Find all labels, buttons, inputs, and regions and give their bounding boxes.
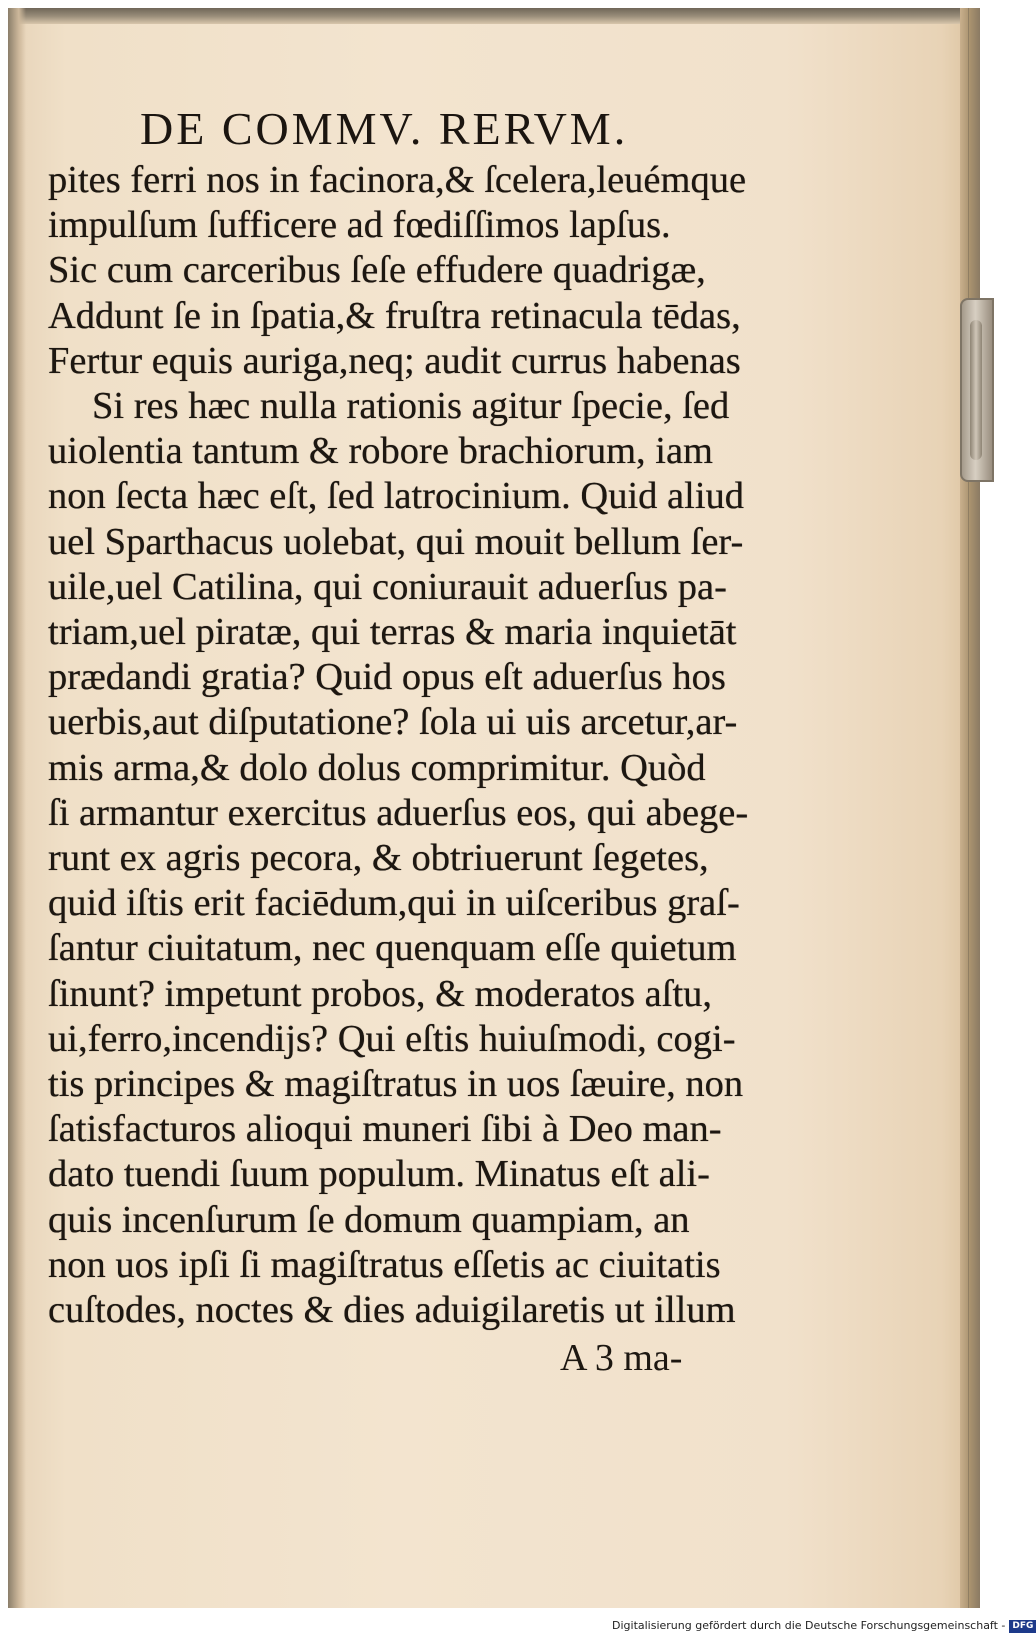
text-line: Si res hæc nulla rationis agitur ſpecie, ſed (92, 385, 730, 427)
text-line: ſinunt? impetunt probos, & moderatos aſtu, (48, 972, 713, 1015)
text-line: Sic cum carceribus ſeſe effudere quadrigæ, (48, 249, 706, 292)
text-line: Addunt ſe in ſpatia,& fruſtra retinacula tēdas, (48, 294, 741, 337)
text-line: quid iſtis erit faciēdum,qui in uiſceribus graſ- (48, 882, 740, 925)
page-fore-edge-lines (968, 8, 971, 1608)
text-line: dato tuendi ſuum populum. Minatus eſt ali- (48, 1153, 710, 1196)
text-line: ſantur ciuitatum, nec quenquam eſſe quietum (48, 927, 737, 970)
text-line: uiolentia tantum & robore brachiorum, iam (48, 430, 714, 473)
page-spine-shadow (8, 8, 26, 1608)
text-line: non uos ipſi ſi magiſtratus eſſetis ac ciuitatis (48, 1243, 721, 1286)
text-line: uile,uel Catilina, qui coniurauit aduerſus pa- (48, 565, 727, 608)
text-line: mis arma,& dolo dolus comprimitur. Quòd (48, 746, 706, 789)
text-line: prædandi gratia? Quid opus eſt aduerſus hos (48, 656, 726, 699)
text-line: uerbis,aut diſputatione? ſola ui uis arcetur,ar- (48, 701, 738, 744)
text-line: Fertur equis auriga,neq; audit currus habenas (48, 339, 741, 382)
dfg-logo: DFG (1009, 1620, 1036, 1633)
running-head: DE COMMV. RERVM. (140, 103, 629, 154)
text-line: quis incenſurum ſe domum quampiam, an (48, 1198, 690, 1241)
page-top-edge (8, 8, 980, 24)
text-line: pites ferri nos in facinora,& ſcelera,leuémque (48, 159, 747, 201)
text-line: impulſum ſufficere ad fœdiſſimos lapſus. (48, 204, 671, 247)
text-line: non ſecta hæc eſt, ſed latrocinium. Quid aliud (48, 475, 745, 518)
text-line: ui,ferro,incendijs? Qui eſtis huiuſmodi, cogi- (48, 1017, 736, 1060)
book-clasp (960, 298, 994, 482)
text-line: uel Sparthacus uolebat, qui mouit bellum ſer- (48, 520, 744, 563)
text-line: ſatisfacturos alioqui muneri ſibi à Deo man- (48, 1108, 722, 1151)
text-line: tis principes & magiſtratus in uos ſæuire, non (48, 1063, 744, 1105)
digitization-footer (612, 1618, 1034, 1634)
text-line: ſi armantur exercitus aduerſus eos, qui abege- (48, 791, 749, 834)
text-line: cuſtodes, noctes & dies aduigilaretis ut illum (48, 1289, 736, 1331)
text-line: triam,uel piratæ, qui terras & maria inquietāt (48, 611, 737, 653)
footer-text: Digitalisierung gefördert durch die Deutsche Forschungsgemeinschaft - (612, 1619, 1006, 1632)
text-line: runt ex agris pecora, & obtriuerunt ſegetes, (48, 837, 709, 879)
signature-catchword: A 3 ma- (560, 1337, 683, 1379)
